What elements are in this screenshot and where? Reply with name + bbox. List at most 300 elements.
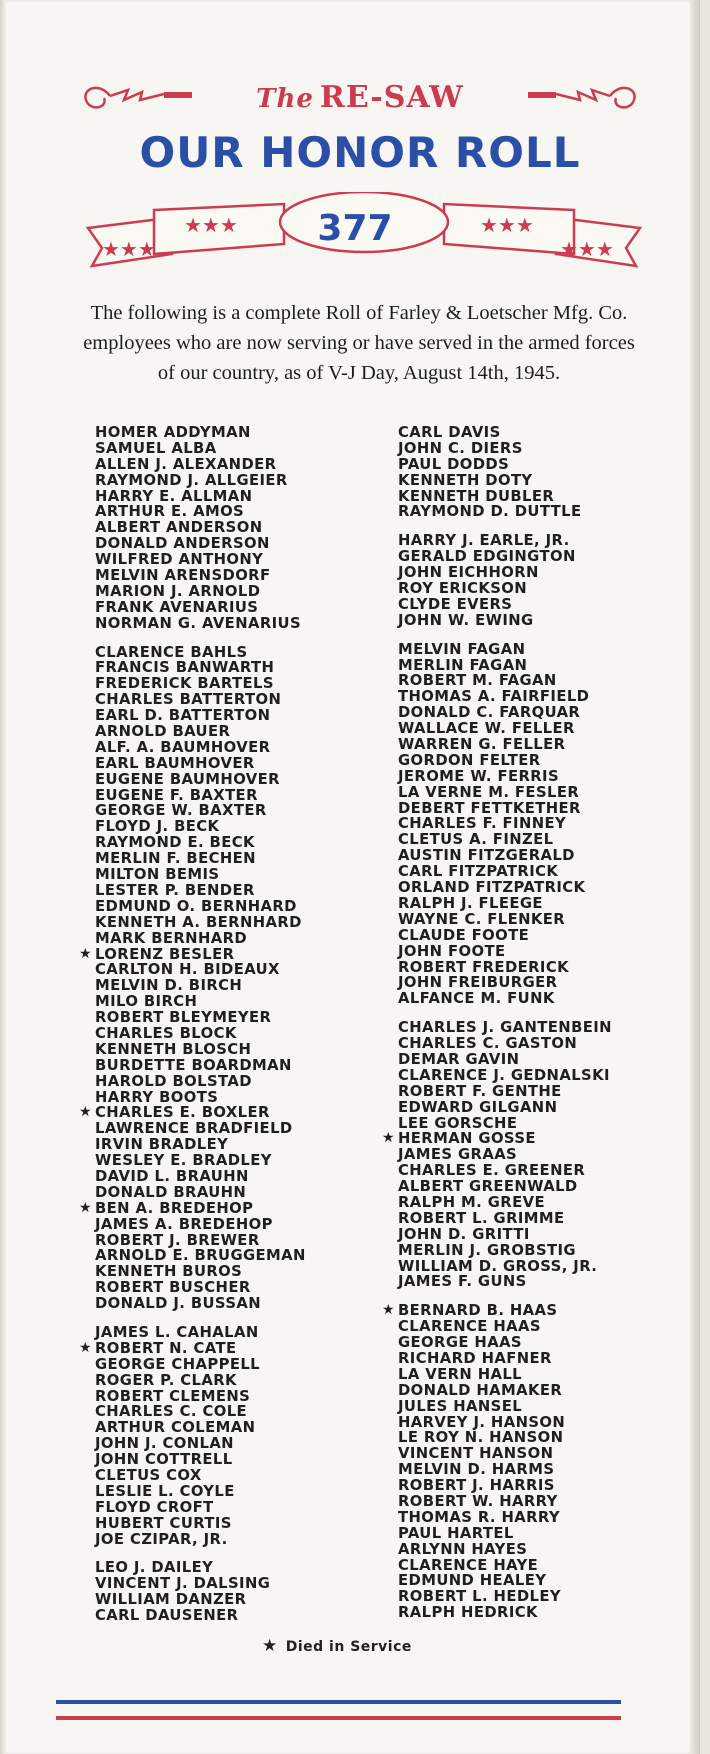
roll-entry-name: FRANCIS BANWARTH [95, 659, 275, 677]
roll-entry-name: LE ROY N. HANSON [398, 1429, 564, 1447]
roll-entry [95, 1592, 306, 1608]
roll-entry [95, 536, 306, 552]
star-icon: ★ [262, 1636, 278, 1656]
roll-entry [382, 1302, 612, 1320]
roll-entry [95, 994, 306, 1010]
roll-entry [79, 1199, 306, 1217]
roll-entry [95, 1532, 306, 1548]
roll-entry-name: RALPH J. FLEEGE [398, 894, 543, 912]
roll-entry-name: ARNOLD E. BRUGGEMAN [95, 1247, 306, 1265]
roll-entry-name: HAROLD BOLSTAD [95, 1072, 252, 1090]
roll-entry [95, 1010, 306, 1026]
roll-entry [95, 1452, 306, 1468]
roll-entry [398, 457, 612, 473]
roll-entry-name: NORMAN G. AVENARIUS [95, 614, 301, 632]
roll-entry [398, 705, 612, 721]
roll-entry [398, 642, 612, 658]
roll-entry [95, 504, 306, 520]
roll-entry [95, 899, 306, 915]
roll-entry [95, 867, 306, 883]
roll-entry-name: GEORGE CHAPPELL [95, 1355, 260, 1373]
roll-entry [398, 1430, 612, 1446]
roll-entry-name: ROBERT L. GRIMME [398, 1209, 565, 1227]
roll-entry [398, 489, 612, 505]
roll-entry [398, 1319, 612, 1335]
roll-entry [398, 1478, 612, 1494]
roll-entry [95, 1484, 306, 1500]
footnote [262, 1636, 412, 1656]
roll-entry [95, 1468, 306, 1484]
roll-entry [398, 1542, 612, 1558]
masthead-title [80, 80, 640, 115]
roll-entry [95, 1058, 306, 1074]
roll-entry [95, 740, 306, 756]
roll-entry [398, 581, 612, 597]
roll-entry [398, 944, 612, 960]
roll-entry [398, 1415, 612, 1431]
roll-entry [95, 473, 306, 489]
roll-entry-name: KENNETH A. BERNHARD [95, 913, 302, 931]
roll-entry [95, 1121, 306, 1137]
roll-entry [398, 896, 612, 912]
roll-entry-name: RAYMOND D. DUTTLE [398, 503, 582, 521]
roll-entry [95, 772, 306, 788]
roll-entry [95, 1233, 306, 1249]
roll-entry-name: BURDETTE BOARDMAN [95, 1056, 292, 1074]
roll-entry-name: ALLEN J. ALEXANDER [95, 455, 277, 473]
roll-entry [95, 1420, 306, 1436]
roll-entry-name: MILO BIRCH [95, 993, 198, 1011]
died-in-service-star-icon: ★ [79, 1199, 92, 1216]
roll-entry [95, 1357, 306, 1373]
roll-entry [398, 1243, 612, 1259]
roll-entry-name: DEBERT FETTKETHER [398, 799, 581, 817]
roll-entry [95, 708, 306, 724]
roll-entry-name: CLETUS COX [95, 1467, 202, 1484]
roll-entry-name: MARK BERNHARD [95, 929, 248, 947]
roll-entry [95, 1090, 306, 1106]
roll-entry-name: WILFRED ANTHONY [95, 551, 264, 569]
roll-entry [79, 945, 306, 963]
roll-entry-name: SAMUEL ALBA [95, 439, 217, 457]
roll-entry [95, 584, 306, 600]
roll-entry [398, 1383, 612, 1399]
roll-entry-name: JOHN C. DIERS [398, 439, 523, 457]
roll-entry-name: CARL DAVIS [398, 424, 501, 441]
roll-entry-name: KENNETH DUBLER [398, 487, 555, 505]
roll-entry-name: CLARENCE HAAS [398, 1318, 541, 1336]
roll-entry-name: EARL BAUMHOVER [95, 754, 255, 772]
roll-entry [95, 1153, 306, 1169]
roll-entry [95, 1185, 306, 1201]
roll-entry-name: JOHN FREIBURGER [398, 974, 558, 992]
roll-entry-name: CLETUS A. FINZEL [398, 831, 554, 849]
roll-entry-name: ROBERT J. HARRIS [398, 1477, 555, 1495]
issue-number: 377 [317, 208, 393, 249]
roll-entry [95, 1576, 306, 1592]
roll-entry-name: MERLIN FAGAN [398, 656, 528, 674]
roll-entry [95, 1373, 306, 1389]
roll-entry [95, 915, 306, 931]
roll-entry-name: HARRY E. ALLMAN [95, 487, 253, 505]
roll-entry-name: WAYNE C. FLENKER [398, 910, 566, 928]
roll-entry-name: THOMAS A. FAIRFIELD [398, 688, 590, 706]
roll-entry [398, 1589, 612, 1605]
roll-entry-name: WARREN G. FELLER [398, 736, 566, 754]
roll-entry-name: LA VERNE M. FESLER [398, 783, 580, 801]
roll-entry-name: GERALD EDGINGTON [398, 548, 576, 566]
roll-entry [95, 520, 306, 536]
roll-entry-name: LA VERN HALL [398, 1365, 523, 1383]
roll-entry-name: ARTHUR COLEMAN [95, 1419, 256, 1437]
roll-entry [398, 912, 612, 928]
roll-entry-name: JAMES F. GUNS [398, 1273, 527, 1291]
roll-entry-name: JAMES L. CAHALAN [95, 1323, 259, 1341]
roll-entry-name: CHARLES E. BOXLER [95, 1104, 270, 1122]
roll-entry-name: ROBERT BLEYMEYER [95, 1009, 272, 1027]
roll-entry-name: JAMES GRAAS [398, 1146, 518, 1164]
roll-entry [95, 692, 306, 708]
roll-entry [95, 489, 306, 505]
died-in-service-star-icon: ★ [79, 945, 92, 962]
roll-entry [398, 832, 612, 848]
roll-entry-name: EDWARD GILGANN [398, 1098, 558, 1116]
footnote-text: Died in Service [285, 1639, 412, 1655]
roll-entry [95, 962, 306, 978]
roll-entry-name: RAYMOND J. ALLGEIER [95, 471, 288, 489]
intro-paragraph: The following is a complete Roll of Farley & Loetscher Mfg. Co. employees who are now serving or have served in the armed forces of our country, as of V-J Day, August 14th, 1945. [83, 302, 635, 384]
roll-entry-name: KENNETH DOTY [398, 471, 533, 489]
roll-entry-name: JOHN EICHHORN [398, 564, 539, 582]
roll-entry [95, 788, 306, 804]
roll-entry [95, 1296, 306, 1312]
blue-rule [56, 1700, 621, 1704]
roll-entry [95, 1280, 306, 1296]
roll-entry-name: HUBERT CURTIS [95, 1514, 232, 1532]
roll-entry-name: LESTER P. BENDER [95, 881, 255, 899]
roll-entry [398, 928, 612, 944]
roll-entry-name: DONALD ANDERSON [95, 535, 270, 553]
masthead-name: RE-SAW [319, 80, 464, 115]
roll-entry [95, 1169, 306, 1185]
roll-entry-name: ROBERT J. BREWER [95, 1231, 260, 1249]
roll-entry-name: ROBERT W. HARRY [398, 1493, 558, 1510]
roll-entry [398, 1163, 612, 1179]
died-in-service-star-icon: ★ [382, 1302, 395, 1319]
roll-entry [398, 785, 612, 801]
roll-entry [398, 565, 612, 581]
roll-entry-name: EDMUND HEALEY [398, 1572, 547, 1590]
roll-entry-name: WALLACE W. FELLER [398, 720, 575, 738]
roll-entry [398, 1605, 612, 1621]
roll-entry-name: ROBERT M. FAGAN [398, 672, 557, 690]
roll-entry [398, 1494, 612, 1510]
roll-entry [95, 676, 306, 692]
roll-entry-name: MELVIN D. BIRCH [95, 977, 243, 995]
roll-entry-name: FRANK AVENARIUS [95, 598, 259, 616]
roll-entry-name: DEMAR GAVIN [398, 1050, 520, 1068]
roll-entry-name: EARL D. BATTERTON [95, 707, 271, 725]
roll-entry [398, 613, 612, 629]
roll-entry-name: LESLIE L. COYLE [95, 1482, 235, 1500]
roll-entry-name: HARRY BOOTS [95, 1088, 219, 1106]
roll-entry-name: GORDON FELTER [398, 751, 541, 769]
roll-entry [398, 441, 612, 457]
roll-entry [398, 1259, 612, 1275]
roll-entry-name: HARVEY J. HANSON [398, 1413, 566, 1431]
roll-entry [95, 1389, 306, 1405]
roll-entry [398, 1573, 612, 1589]
roll-entry-name: HOMER ADDYMAN [95, 424, 251, 441]
roll-entry-name: CHARLES C. COLE [95, 1403, 248, 1421]
died-in-service-star-icon: ★ [79, 1104, 92, 1121]
roll-entry-name: ALF. A. BAUMHOVER [95, 738, 271, 756]
roll-entry [398, 1084, 612, 1100]
roll-entry-name: HERMAN GOSSE [398, 1130, 536, 1148]
roll-entry-name: RAYMOND E. BECK [95, 834, 255, 852]
star-icon: ★★★ [184, 213, 238, 237]
roll-entry-name: EUGENE F. BAXTER [95, 786, 258, 804]
roll-entry [398, 737, 612, 753]
roll-entry-name: FREDERICK BARTELS [95, 675, 274, 693]
roll-entry-name: JULES HANSEL [398, 1397, 523, 1415]
roll-entry [95, 616, 306, 632]
page-title: OUR HONOR ROLL [139, 128, 581, 177]
roll-entry-name: LAWRENCE BRADFIELD [95, 1120, 293, 1138]
roll-entry-name: ARLYNN HAYES [398, 1540, 528, 1558]
roll-entry-name: KENNETH BLOSCH [95, 1040, 252, 1058]
roll-entry-name: JOHN D. GRITTI [398, 1225, 530, 1243]
roll-entry-name: DAVID L. BRAUHN [95, 1167, 249, 1185]
roll-entry [95, 1217, 306, 1233]
roll-entry [95, 1516, 306, 1532]
page-edge [690, 0, 700, 1754]
roll-entry [398, 473, 612, 489]
roll-entry [398, 1179, 612, 1195]
roll-entry-name: ROBERT L. HEDLEY [398, 1588, 561, 1606]
roll-entry [398, 549, 612, 565]
roll-entry-name: THOMAS R. HARRY [398, 1508, 561, 1526]
roll-entry [95, 724, 306, 740]
roll-entry [95, 1404, 306, 1420]
roll-entry [398, 1558, 612, 1574]
roll-entry-name: LEE GORSCHE [398, 1114, 518, 1132]
roll-entry-name: ROBERT CLEMENS [95, 1387, 251, 1405]
roll-entry-name: WILLIAM DANZER [95, 1591, 247, 1609]
roll-entry-name: FLOYD J. BECK [95, 818, 220, 836]
roll-entry [79, 1339, 306, 1357]
roll-entry-name: RICHARD HAFNER [398, 1349, 552, 1367]
roll-entry [398, 801, 612, 817]
roll-entry-name: DONALD HAMAKER [398, 1381, 563, 1399]
roll-entry-name: ARTHUR E. AMOS [95, 503, 245, 521]
roll-entry [95, 425, 306, 441]
roll-entry [398, 816, 612, 832]
roll-entry [398, 721, 612, 737]
roll-entry-name: LORENZ BESLER [95, 945, 235, 963]
roll-entry [95, 568, 306, 584]
roll-entry [398, 1020, 612, 1036]
roll-entry [398, 597, 612, 613]
roll-entry-name: AUSTIN FITZGERALD [398, 847, 575, 865]
roll-entry-name: JOE CZIPAR, JR. [95, 1530, 228, 1548]
died-in-service-star-icon: ★ [79, 1339, 92, 1356]
roll-entry-name: GEORGE HAAS [398, 1334, 522, 1352]
roll-entry [398, 864, 612, 880]
roll-entry [398, 1462, 612, 1478]
roll-entry-name: CARLTON H. BIDEAUX [95, 961, 280, 979]
roll-entry [398, 504, 612, 520]
roll-entry [95, 645, 306, 661]
roll-entry [95, 1500, 306, 1516]
roll-entry [95, 756, 306, 772]
roll-entry-name: DONALD C. FARQUAR [398, 704, 581, 722]
roll-entry [398, 991, 612, 1007]
roll-entry-name: CLARENCE J. GEDNALSKI [398, 1066, 610, 1084]
roll-entry-name: ALBERT GREENWALD [398, 1178, 578, 1196]
roll-entry-name: ROBERT F. GENTHE [398, 1082, 562, 1100]
roll-entry-name: CARL FITZPATRICK [398, 863, 559, 881]
roll-entry-name: MELVIN ARENSDORF [95, 567, 271, 585]
roll-entry-name: ROGER P. CLARK [95, 1371, 237, 1389]
roll-entry [398, 1195, 612, 1211]
died-in-service-star-icon: ★ [382, 1130, 395, 1147]
roll-entry [95, 1042, 306, 1058]
honor-roll-column-2 [382, 424, 612, 1622]
roll-entry [95, 835, 306, 851]
roll-entry [398, 1211, 612, 1227]
roll-entry [398, 960, 612, 976]
roll-entry-name: ALFANCE M. FUNK [398, 990, 555, 1008]
roll-entry [398, 975, 612, 991]
roll-entry-name: MARION J. ARNOLD [95, 582, 261, 600]
roll-entry-name: CHARLES F. FINNEY [398, 815, 567, 833]
roll-entry [398, 1510, 612, 1526]
masthead [80, 72, 640, 132]
masthead-the: The [256, 84, 314, 114]
roll-entry-name: GEORGE W. BAXTER [95, 802, 267, 820]
roll-entry [398, 1274, 612, 1290]
roll-entry [398, 425, 612, 441]
roll-entry [95, 600, 306, 616]
roll-entry [398, 1116, 612, 1132]
roll-entry-name: BEN A. BREDEHOP [95, 1199, 254, 1217]
roll-entry-name: RALPH M. GREVE [398, 1193, 545, 1211]
roll-entry-name: JAMES A. BREDEHOP [95, 1215, 273, 1233]
roll-entry [95, 978, 306, 994]
roll-entry-name: WESLEY E. BRADLEY [95, 1152, 272, 1170]
roll-entry [398, 673, 612, 689]
roll-entry [398, 880, 612, 896]
roll-entry-name: LEO J. DAILEY [95, 1559, 214, 1577]
roll-entry-name: EUGENE BAUMHOVER [95, 770, 280, 788]
star-icon: ★★★ [480, 213, 534, 237]
roll-entry-name: JOHN W. EWING [398, 611, 534, 629]
roll-entry [398, 1367, 612, 1383]
roll-entry-name: CLAUDE FOOTE [398, 926, 530, 944]
roll-entry [95, 1248, 306, 1264]
roll-entry [95, 1074, 306, 1090]
roll-entry-name: CLARENCE HAYE [398, 1556, 539, 1574]
roll-entry [95, 1026, 306, 1042]
roll-entry-name: PAUL HARTEL [398, 1524, 514, 1542]
roll-entry [95, 931, 306, 947]
roll-entry [398, 533, 612, 549]
roll-entry-name: CLARENCE BAHLS [95, 643, 248, 661]
roll-entry-name: ROY ERICKSON [398, 580, 528, 598]
roll-entry [398, 1446, 612, 1462]
roll-entry [95, 803, 306, 819]
roll-entry [398, 1335, 612, 1351]
roll-entry [398, 1052, 612, 1068]
roll-entry [95, 1436, 306, 1452]
roll-entry [398, 1068, 612, 1084]
roll-entry-name: CHARLES BLOCK [95, 1024, 237, 1042]
roll-entry-name: ARNOLD BAUER [95, 723, 231, 741]
roll-entry [398, 1227, 612, 1243]
roll-entry-name: PAUL DODDS [398, 455, 510, 473]
roll-entry-name: CLYDE EVERS [398, 595, 513, 613]
roll-entry [95, 660, 306, 676]
roll-entry-name: MELVIN D. HARMS [398, 1461, 555, 1479]
roll-entry-name: RALPH HEDRICK [398, 1604, 538, 1622]
roll-entry-name: JOHN COTTRELL [95, 1451, 233, 1469]
roll-entry [398, 1147, 612, 1163]
roll-entry-name: VINCENT J. DALSING [95, 1575, 271, 1593]
roll-entry-name: IRVIN BRADLEY [95, 1136, 229, 1154]
roll-entry [95, 819, 306, 835]
roll-entry-name: KENNETH BUROS [95, 1263, 243, 1281]
roll-entry [95, 441, 306, 457]
roll-entry-name: DONALD J. BUSSAN [95, 1295, 262, 1313]
roll-entry-name: MERLIN J. GROBSTIG [398, 1241, 576, 1259]
roll-entry [382, 1130, 612, 1148]
roll-entry [95, 552, 306, 568]
roll-entry-name: ROBERT N. CATE [95, 1339, 237, 1357]
roll-entry-name: CHARLES J. GANTENBEIN [398, 1019, 612, 1037]
roll-entry [95, 1560, 306, 1576]
roll-entry [398, 1100, 612, 1116]
roll-entry-name: EDMUND O. BERNHARD [95, 897, 297, 915]
roll-entry-name: CARL DAUSENER [95, 1607, 239, 1625]
roll-entry [398, 1036, 612, 1052]
star-icon: ★★★ [560, 237, 614, 261]
roll-entry [398, 689, 612, 705]
roll-entry-name: HARRY J. EARLE, JR. [398, 532, 570, 550]
roll-entry-name: ALBERT ANDERSON [95, 519, 263, 537]
roll-entry [398, 848, 612, 864]
page-spine [0, 0, 6, 1754]
roll-entry-name: CHARLES BATTERTON [95, 691, 282, 709]
roll-entry [95, 883, 306, 899]
roll-entry-name: MILTON BEMIS [95, 866, 220, 884]
roll-entry-name: CHARLES C. GASTON [398, 1035, 578, 1053]
roll-entry [398, 1351, 612, 1367]
roll-entry [95, 457, 306, 473]
roll-entry [95, 851, 306, 867]
roll-entry [95, 1608, 306, 1624]
roll-entry-name: WILLIAM D. GROSS, JR. [398, 1257, 598, 1275]
roll-entry-name: FLOYD CROFT [95, 1498, 214, 1516]
roll-entry-name: ROBERT FREDERICK [398, 958, 569, 976]
roll-entry-name: ROBERT BUSCHER [95, 1279, 251, 1297]
red-rule [56, 1716, 621, 1720]
roll-entry [79, 1104, 306, 1122]
roll-entry [398, 769, 612, 785]
roll-entry-name: ORLAND FITZPATRICK [398, 879, 586, 897]
roll-entry [95, 1325, 306, 1341]
roll-entry-name: JOHN J. CONLAN [95, 1435, 234, 1453]
